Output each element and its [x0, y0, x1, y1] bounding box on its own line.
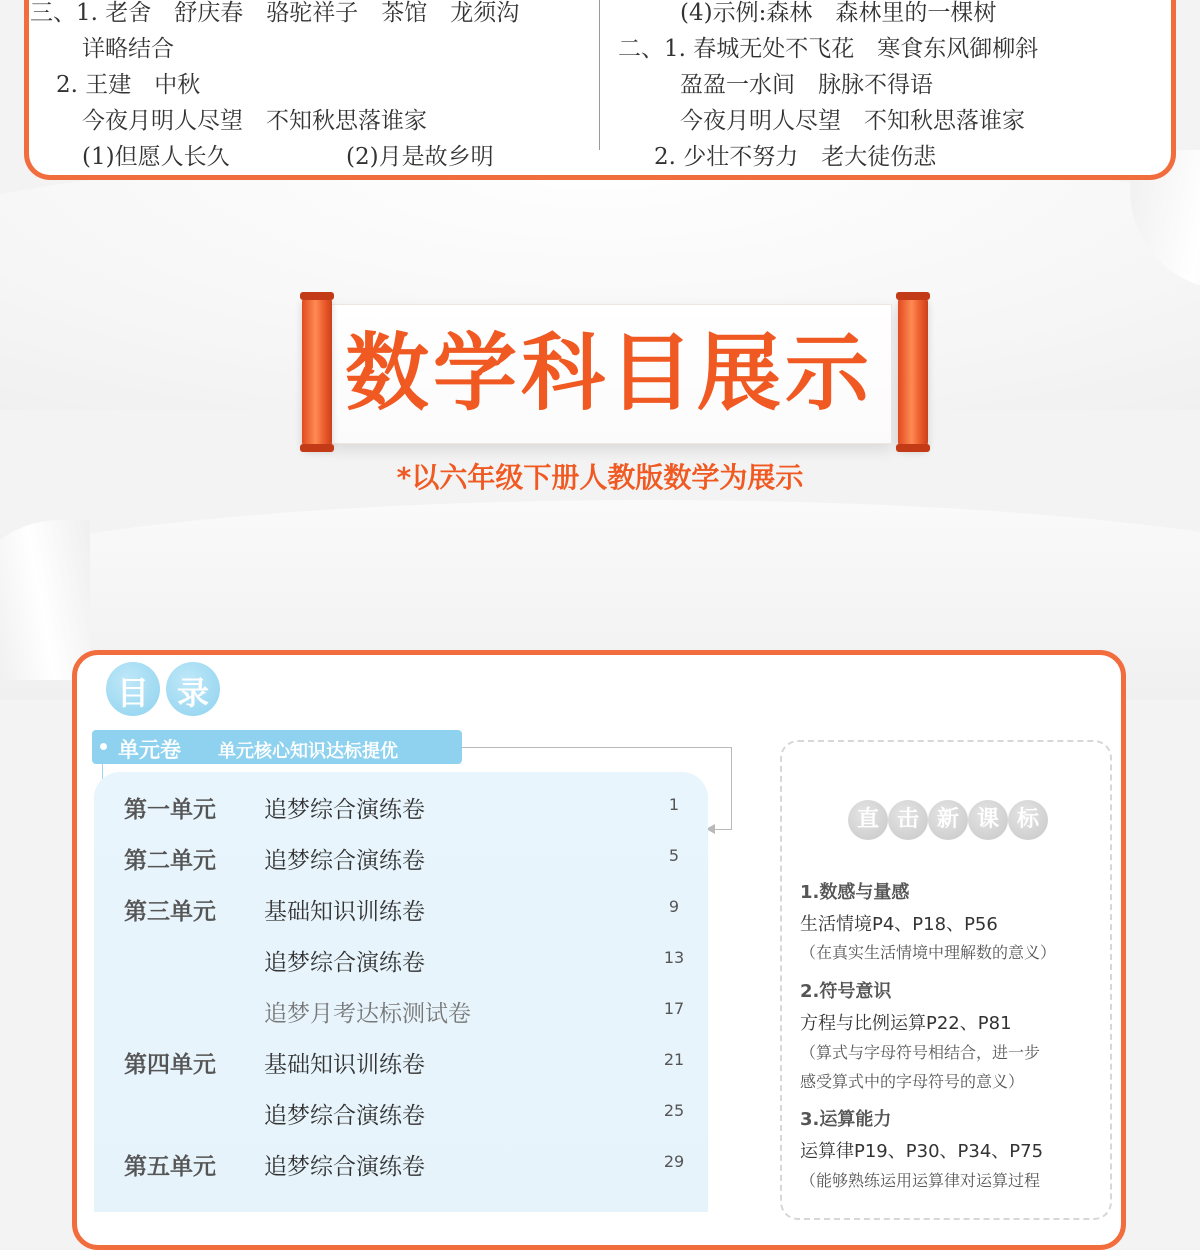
standard-note: 感受算式中的字母符号的意义）	[800, 1072, 1025, 1091]
standard-item: 方程与比例运算P22、P81	[800, 1013, 1012, 1034]
standard-item: 生活情境P4、P18、P56	[800, 914, 998, 935]
toc-heading-char: 目	[116, 674, 149, 712]
heading-char-badge: 击	[888, 800, 928, 840]
answer-line: 二、1. 春城无处不飞花 寒食东风御柳斜	[618, 36, 1039, 62]
toc-heading-badge	[106, 662, 222, 714]
answer-line: (2)月是故乡明	[346, 144, 494, 170]
heading-char-badge: 课	[968, 800, 1008, 840]
toc-unit: 第一单元	[124, 797, 216, 823]
toc-row	[94, 1040, 708, 1080]
toc-title: 追梦综合演练卷	[264, 797, 425, 823]
toc-title: 基础知识训练卷	[264, 899, 425, 925]
curriculum-standard-heading	[848, 800, 1048, 842]
answer-line: 今夜月明人尽望 不知秋思落谁家	[82, 108, 427, 134]
toc-title: 追梦综合演练卷	[264, 1103, 425, 1129]
toc-title: 追梦综合演练卷	[264, 848, 425, 874]
toc-page-number: 1	[668, 795, 680, 814]
arrow-connector	[731, 747, 732, 829]
toc-unit: 第三单元	[124, 899, 216, 925]
toc-row	[94, 887, 708, 927]
toc-row	[94, 1142, 708, 1182]
toc-title: 追梦月考达标测试卷	[264, 1001, 471, 1027]
background-paper-fold-left	[0, 520, 90, 680]
answer-line: 2. 少壮不努力 老大徒伤悲	[654, 144, 937, 170]
toc-row	[94, 836, 708, 876]
toc-page-number: 25	[663, 1101, 685, 1120]
toc-heading-char: 录	[176, 674, 209, 712]
unit-tab-description: 单元核心知识达标提优	[218, 741, 398, 762]
section-subtitle: *以六年级下册人教版数学为展示	[396, 461, 804, 494]
toc-page-number: 29	[663, 1152, 685, 1171]
arrow-connector	[712, 829, 732, 830]
standard-item: 运算律P19、P30、P34、P75	[800, 1141, 1044, 1162]
heading-char-badge: 标	[1008, 800, 1048, 840]
answer-line: 盈盈一水间 脉脉不得语	[680, 72, 933, 98]
heading-char-badge: 直	[848, 800, 888, 840]
toc-row	[94, 1091, 708, 1131]
standard-note: （算式与字母符号相结合，进一步	[800, 1043, 1041, 1062]
standard-note: （能够熟练运用运算律对运算过程	[800, 1171, 1041, 1190]
column-divider	[599, 0, 600, 150]
answer-line: (4)示例:森林 森林里的一棵树	[680, 0, 997, 26]
answer-line: (1)但愿人长久	[82, 144, 230, 170]
toc-unit: 第五单元	[124, 1154, 216, 1180]
standard-heading: 2.符号意识	[800, 981, 892, 1002]
toc-unit: 第二单元	[124, 848, 216, 874]
toc-title: 追梦综合演练卷	[264, 950, 425, 976]
answer-line: 2. 王建 中秋	[56, 72, 201, 98]
unit-section-tab	[92, 730, 462, 764]
bullet-dot	[100, 743, 107, 750]
toc-page-number: 9	[668, 897, 680, 916]
standard-note: （在真实生活情境中理解数的意义）	[800, 943, 1057, 962]
answer-line: 详略结合	[82, 36, 174, 62]
standard-heading: 1.数感与量感	[800, 882, 910, 903]
toc-unit: 第四单元	[124, 1052, 216, 1078]
toc-page-number: 21	[663, 1050, 685, 1069]
toc-title: 追梦综合演练卷	[264, 1154, 425, 1180]
standard-heading: 3.运算能力	[800, 1109, 892, 1130]
answer-line: 三、1. 老舍 舒庆春 骆驼祥子 茶馆 龙须沟	[30, 0, 520, 26]
toc-page-number: 17	[663, 999, 685, 1018]
toc-row	[94, 785, 708, 825]
toc-row	[94, 989, 708, 1029]
arrow-connector	[462, 747, 732, 748]
toc-page-number: 5	[668, 846, 680, 865]
toc-row	[94, 938, 708, 978]
heading-char-badge: 新	[928, 800, 968, 840]
toc-page-number: 13	[663, 948, 685, 967]
answer-line: 今夜月明人尽望 不知秋思落谁家	[680, 108, 1025, 134]
scroll-roller-right	[898, 296, 928, 448]
toc-title: 基础知识训练卷	[264, 1052, 425, 1078]
section-title: 数学科目展示	[344, 324, 873, 422]
unit-tab-label: 单元卷	[118, 738, 181, 762]
